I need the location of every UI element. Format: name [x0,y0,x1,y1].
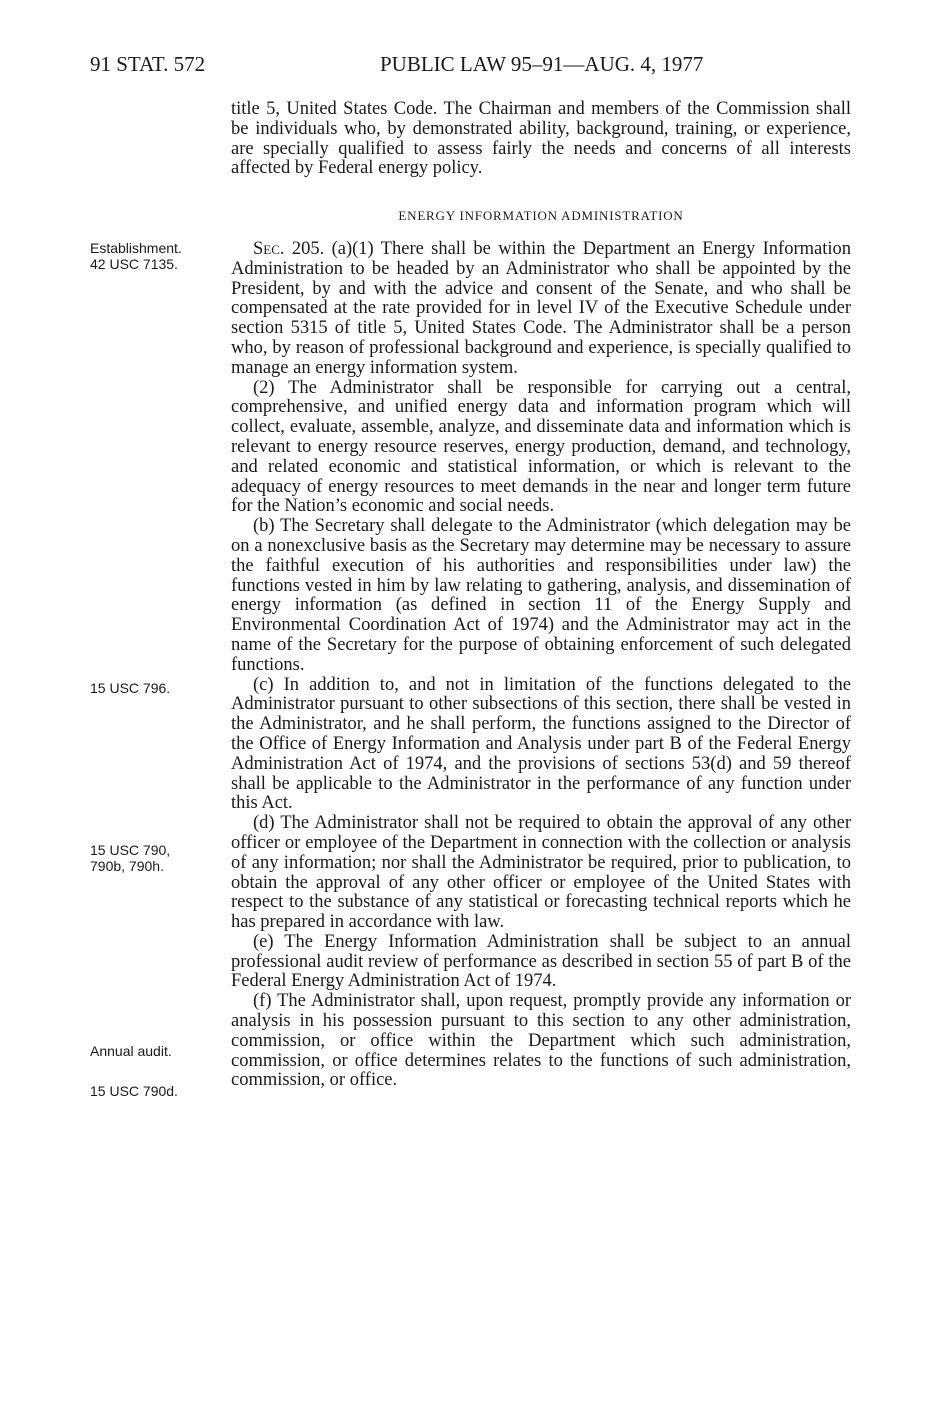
paragraph-a1-text: 205. (a)(1) There shall be within the Department an Energy Information Administration to be headed by an Administrator who shall be appointed by the President, by and with the advice and consent of the Senate, and who shall be compensated at the rate provided for in level IV of the Executive Schedule under section 5315 of title 5, United States Code. The Administrator shall be a person who, by reason of professional background and experience, is specially qualified to manage an energy information system. [231,239,851,378]
running-head: PUBLIC LAW 95–91—AUG. 4, 1977 [380,52,704,76]
paragraph-d: (d) The Administrator shall not be required to obtain the approval of any other officer or employee of the Department in connection with the collection or analysis of any information; nor shall the Administrator be required, prior to publication, to obtain the approval of any other officer or employee of the United States with respect to the substance of any statistical or forecasting technical reports which he has prepared in accordance with law. [231,813,851,933]
margin-note-790 [90,842,225,874]
cite-790-line1: 15 USC 790, [90,842,171,858]
paragraph-c: (c) In addition to, and not in limitation of the functions delegated to the Administrator pursuant to other subsections of this section, there shall be vested in the Administrator, and he shall perform, the functions assigned to the Director of the Office of Energy Information and Analysis under part B of the Federal Energy Administration Act of 1974, and the provisions of sections 53(d) and 59 thereof shall be applicable to the Administrator in the performance of any function under this Act. [231,674,851,814]
continued-paragraph [231,100,851,179]
section-205-body [231,240,851,1091]
paragraph-f: (f) The Administrator shall, upon request, promptly provide any information or analysis in his possession pursuant to this section to any other administration, commission, or office within the Department which such administration, commission, or office determines relates to the functions of such administration, commission, or office. [231,991,851,1091]
page-header [0,52,950,82]
margin-note-790d: 15 USC 790d. [90,1083,178,1099]
margin-note-annual-audit: Annual audit. [90,1043,172,1059]
margin-note-796: 15 USC 796. [90,680,171,696]
paragraph-e: (e) The Energy Information Administration shall be subject to an annual professional audit review of performance as described in section 55 of part B of the Federal Energy Administration Act of 1974. [231,931,851,992]
continued-text: title 5, United States Code. The Chairman and members of the Commission shall be individuals who, by demonstrated ability, background, training, or experience, are specially qualified to assess fairly the needs and concerns of all interests affected by Federal energy policy. [231,99,851,179]
sec-label: Sec. [253,239,285,259]
statute-page-number: 91 STAT. 572 [90,52,206,76]
paragraph-a1 [231,240,851,379]
cite-790-line2: 790b, 790h. [90,858,164,874]
paragraph-b: (b) The Secretary shall delegate to the Administrator (which delegation may be on a nonexclusive basis as the Secretary may determine may be necessary to assure the faithful execution of his authorities and responsibilities under law) the functions vested in him by law relating to gathering, analysis, and dissemination of energy information (as defined in section 11 of the Energy Supply and Environmental Coordination Act of 1974) and the Administrator may act in the name of the Secretary for the purpose of obtaining enforcement of such delegated functions. [231,516,851,675]
section-heading: ENERGY INFORMATION ADMINISTRATION [398,208,684,223]
establishment-cite: 42 USC 7135. [90,256,178,272]
establishment-label: Establishment. [90,240,182,256]
margin-note-establishment [90,240,225,272]
paragraph-a2: (2) The Administrator shall be responsible for carrying out a central, comprehensive, and unified energy data and information program which will collect, evaluate, assemble, analyze, and disseminate data and information which is relevant to energy resource reserves, energy production, demand, and technology, and related economic and statistical information, or which is relevant to the adequacy of energy resources to meet demands in the near and longer term future for the Nation’s economic and social needs. [231,377,851,517]
